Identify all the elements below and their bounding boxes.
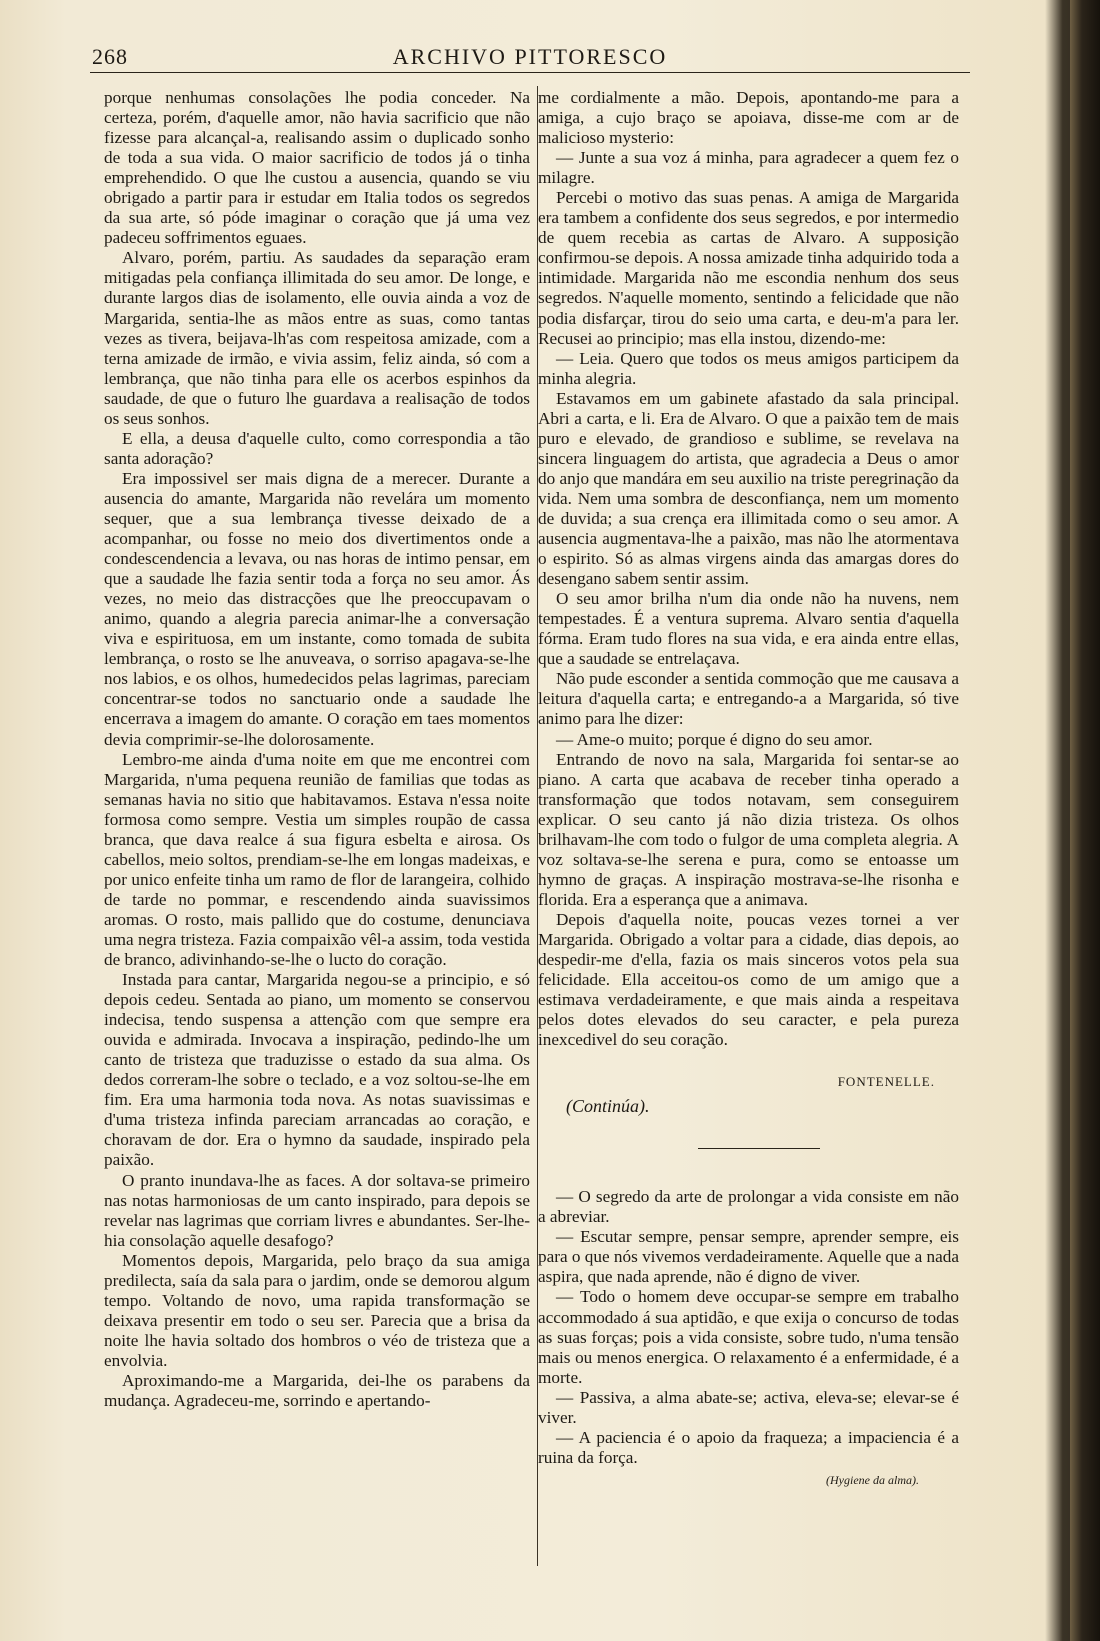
dialogue-line: — Leia. Quero que todos os meus amigos participem da minha alegria. [538,348,959,388]
maxim: — Todo o homem deve occupar-se sempre em trabalho accommodado á sua aptidão, e que exija o concurso de todas as suas forças; pois a vida consiste, sobre tudo, n'uma tensão mais ou menos energica. O relaxamento é a enfermidade, é a morte. [538,1287,959,1387]
paragraph: E ella, a deusa d'aquelle culto, como correspondia a tão santa adoração? [104,428,530,468]
maxim: — Passiva, a alma abate-se; activa, eleva-se; elevar-se é viver. [538,1387,959,1427]
paragraph: Instada para cantar, Margarida negou-se a principio, e só depois cedeu. Sentada ao piano, um momento se conservou indecisa, tendo suspensa a attenção com que sempre era ouvida e admirada. Invocava a inspiração, pedindo-lhe um canto de tristeza que traduzisse o estado da sua alma. Os dedos correram-lhe sobre o teclado, e a voz soltou-se-lhe em fim. Era uma harmonia toda nova. As notas suavissimas e d'uma tristeza infinda pareciam arrancadas ao coração, e choravam de dor. Era o hymno da saudade, inspirado pela paixão. [104,970,530,1170]
left-column [104,88,530,1411]
source-citation: (Hygiene da alma). [826,1472,919,1487]
maxim: — A paciencia é o apoio da fraqueza; a impaciencia é a ruina da força. [538,1427,959,1467]
page-number: 268 [92,44,128,69]
paragraph: Percebi o motivo das suas penas. A amiga de Margarida era tambem a confidente dos seus segredos, e por intermedio de quem recebia as cartas de Alvaro. A supposição confirmou-se depois. A nossa amizade tinha adquirido toda a intimidade. Margarida não me escondia nenhum dos seus segredos. N'aquelle momento, sentindo a felicidade que não podia disfarçar, tirou do seio uma carta, e deu-m'a para ler. Recusei ao principio; mas ella instou, dizendo-me: [538,188,959,348]
paragraph: Era impossivel ser mais digna de a merecer. Durante a ausencia do amante, Margarida não revelára um momento sequer, que a sua lembrança tivesse deixado de a acompanhar, ou fosse no meio dos divertimentos onde a condescendencia a levava, ou nas horas de intimo pensar, em que a saudade lhe fazia sentir toda a força no seu amor. Ás vezes, no meio das distracções que lhe preoccupavam o animo, quando a alegria parecia animar-lhe a conversação viva e espirituosa, em um instante, como tomada de subita lembrança, o rosto se lhe anuveava, o sorriso apagava-se-lhe nos labios, e os olhos, humedecidos pelas lagrimas, pareciam concentrar-se todos no sanctuario onde a saudade lhe encerrava a imagem do amante. O coração em taes momentos devia comprimir-se-lhe dolorosamente. [104,468,530,749]
continued-note: (Continúa). [566,1096,650,1117]
paragraph: Depois d'aquella noite, poucas vezes tornei a ver Margarida. Obrigado a voltar para a cidade, dias depois, ao despedir-me d'ella, fazia os mais sinceros votos pela sua felicidade. Ella acceitou-os como de um amigo que a estimava verdadeiramente, e que mais ainda a respeitava pelos dotes elevados do seu caracter, e pela pureza inexcedivel do seu coração. [538,909,959,1050]
paragraph: O pranto inundava-lhe as faces. A dor soltava-se primeiro nas notas harmoniosas de um canto inspirado, para depois se revelar nas lagrimas que corriam livres e abundantes. Ser-lhe-hia consolação aquelle desafogo? [104,1170,530,1250]
signature-block [538,1066,959,1128]
paragraph: Aproximando-me a Margarida, dei-lhe os parabens da mudança. Agradeceu-me, sorrindo e apertando- [104,1371,530,1411]
right-column [538,88,959,1490]
dialogue-line: — Ame-o muito; porque é digno do seu amor. [556,729,873,749]
book-spine [1070,0,1100,1641]
author-signature: FONTENELLE. [837,1074,935,1090]
section-separator [698,1148,820,1149]
maxim: — Escutar sempre, pensar sempre, aprender sempre, eis para o que nós vivemos verdadeiramente. Aquelle que a nada aspira, que nada aprende, não é digno de viver. [538,1227,959,1287]
paragraph: Não pude esconder a sentida commoção que me causava a leitura d'aquella carta; e entregando-a a Margarida, só tive animo para lhe dizer: [538,669,959,729]
paragraph: Lembro-me ainda d'uma noite em que me encontrei com Margarida, n'uma pequena reunião de familias que todas as semanas havia no sitio que habitavamos. Estava n'essa noite formosa como sempre. Vestia um simples roupão de cassa branca, que dava realce á sua figura esbelta e airosa. Os cabellos, meio soltos, prendiam-se-lhe em longas madeixas, e por unico enfeite tinha um ramo de flor de larangeira, colhido de tarde no pommar, e rescendendo ainda suavissimos aromas. O rosto, mais pallido que do costume, denunciava uma negra tristeza. Fazia compaixão vêl-a assim, toda vestida de branco, adivinhando-se-lhe o lucto do coração. [104,749,530,970]
paragraph: porque nenhumas consolações lhe podia conceder. Na certeza, porém, d'aquelle amor, não havia sacrificio que não fizesse para alcançal-a, realisando assim o duplicado sonho de toda a sua vida. O maior sacrificio de todos já o tinha emprehendido. O que lhe custou a ausencia, quando se viu obrigado a partir para ir estudar em Italia todos os segredos da sua arte, só póde imaginar o coração que já uma vez padeceu soffrimentos eguaes. [104,88,530,248]
paragraph: Entrando de novo na sala, Margarida foi sentar-se ao piano. A carta que acabava de receber tinha operado a transformação que todos notavam, sem conseguirem explicar. O seu canto já não dizia tristeza. Os olhos brilhavam-lhe com todo o fulgor de uma completa alegria. A voz soltava-se-lhe serena e pura, como se entoasse um hymno de graças. A inspiração mostrava-se-lhe risonha e florida. Era a esperança que a animava. [538,749,959,909]
running-title: ARCHIVO PITTORESCO [392,44,668,69]
paragraph: me cordialmente a mão. Depois, apontando-me para a amiga, a cujo braço se apoiava, disse-me com ar de malicioso mysterio: [538,88,959,148]
paragraph: Alvaro, porém, partiu. As saudades da separação eram mitigadas pela confiança illimitada do seu amor. De longe, e durante largos dias de isolamento, elle ouvia ainda a voz de Margarida, sentia-lhe as mãos entre as suas, como tantas vezes as tivera, beijava-lh'as com respeitosa amizade, com a terna amizade de irmão, e vivia assim, feliz ainda, só com a lembrança, que não tinha para elle os acerbos espinhos da saudade, de que o futuro lhe guardava a realisação de todos os seus sonhos. [104,248,530,428]
paragraph: Momentos depois, Margarida, pelo braço da sua amiga predilecta, saía da sala para o jardim, onde se demorou algum tempo. Voltando de novo, uma rapida transformação se deixava presentir em todo o seu ser. Parecia que a brisa da noite lhe havia soltado dos hombros o véo de tristeza que a envolvia. [104,1250,530,1370]
dialogue-line: — Junte a sua voz á minha, para agradecer a quem fez o milagre. [538,148,959,188]
paragraph: O seu amor brilha n'um dia onde não ha nuvens, nem tempestades. É a ventura suprema. Alvaro sentia d'aquella fórma. Eram tudo flores na sua vida, e era ainda entre ellas, que a saudade se entrelaçava. [538,589,959,669]
header-rule [90,72,970,73]
maxim: — O segredo da arte de prolongar a vida consiste em não a abreviar. [538,1187,959,1227]
page-header [90,40,970,74]
paragraph: Estavamos em um gabinete afastado da sala principal. Abri a carta, e li. Era de Alvaro. O que a paixão tem de mais puro e elevado, de grandioso e sublime, se revelava na sincera linguagem do artista, que agradecia a Deus o amor do anjo que mandára em seu auxilio na triste peregrinação da vida. Nem uma sombra de desconfiança, nem um momento de duvida; a sua crença era illimitada como o seu amor. A ausencia augmentava-lhe a paixão, mas não lhe atormentava o espirito. Só as almas virgens ainda das amargas dores do desengano sabem sentir assim. [538,388,959,589]
